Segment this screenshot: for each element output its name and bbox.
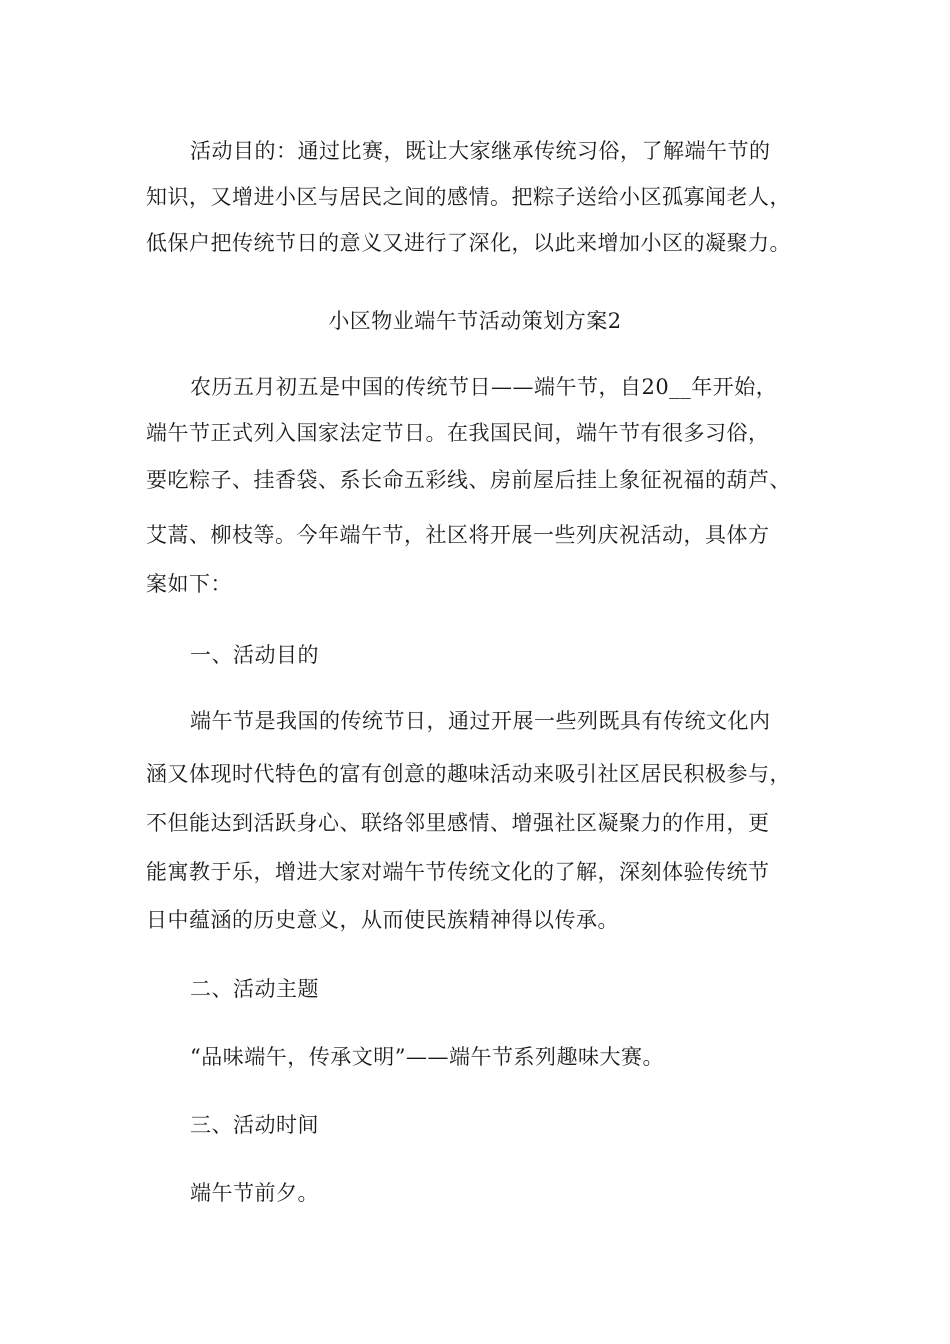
heading-activity-purpose: 一、活动目的 <box>190 643 319 667</box>
heading-activity-theme: 二、活动主题 <box>190 977 319 1001</box>
paragraph2-line-2: 涵又体现时代特色的富有创意的趣味活动来吸引社区居民积极参与， <box>146 762 791 786</box>
paragraph2-line-5: 日中蕴涵的历史意义，从而使民族精神得以传承。 <box>146 908 619 932</box>
paragraph1-line-1: 农历五月初五是中国的传统节日——端午节，自20__年开始， <box>190 375 778 399</box>
paragraph1-line-3: 要吃粽子、挂香袋、系长命五彩线、房前屋后挂上象征祝福的葫芦、 <box>146 468 791 492</box>
heading-activity-time: 三、活动时间 <box>190 1113 319 1137</box>
intro-line-1: 活动目的：通过比赛，既让大家继承传统习俗，了解端午节的 <box>190 139 771 163</box>
paragraph2-line-1: 端午节是我国的传统节日，通过开展一些列既具有传统文化内 <box>190 709 771 733</box>
theme-text: “品味端午，传承文明”——端午节系列趣味大赛。 <box>190 1045 664 1069</box>
paragraph1-line-4: 艾蒿、柳枝等。今年端午节，社区将开展一些列庆祝活动，具体方 <box>146 523 770 547</box>
time-text: 端午节前夕。 <box>190 1181 319 1205</box>
paragraph2-line-4: 能寓教于乐，增进大家对端午节传统文化的了解，深刻体验传统节 <box>146 860 770 884</box>
paragraph2-line-3: 不但能达到活跃身心、联络邻里感情、增强社区凝聚力的作用，更 <box>146 811 770 835</box>
paragraph1-line-5: 案如下： <box>146 572 232 596</box>
paragraph1-line-2: 端午节正式列入国家法定节日。在我国民间，端午节有很多习俗， <box>146 421 770 445</box>
intro-line-2: 知识，又增进小区与居民之间的感情。把粽子送给小区孤寡闻老人， <box>146 185 791 209</box>
intro-line-3: 低保户把传统节日的意义又进行了深化，以此来增加小区的凝聚力。 <box>146 231 791 255</box>
section-title: 小区物业端午节活动策划方案2 <box>328 309 622 333</box>
